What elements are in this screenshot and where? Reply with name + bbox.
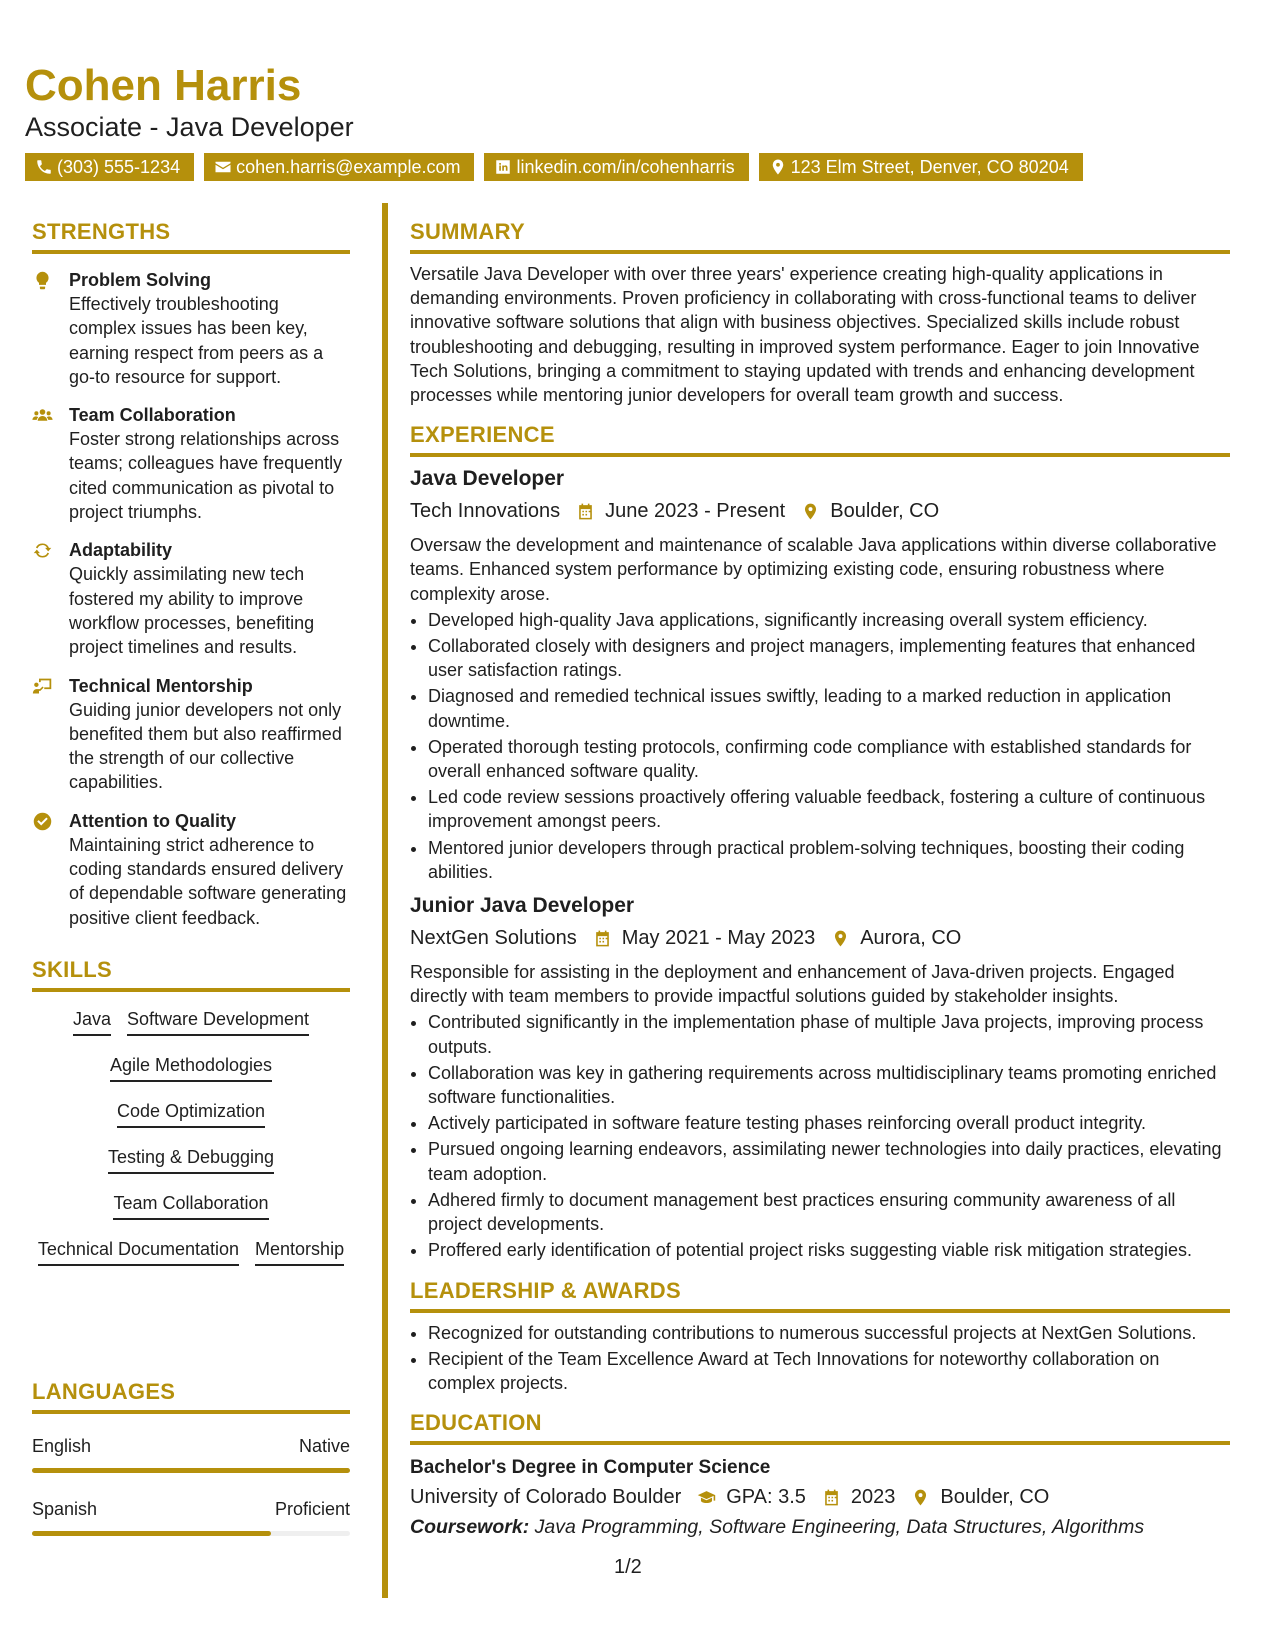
strength-desc: Quickly assimilating new tech fostered my ability to improve workflow processes, benefiting project timelines and results. — [69, 564, 315, 658]
language-name: Spanish — [32, 1499, 98, 1519]
job-bullet: • Adhered firmly to document management best practices ensuring community awareness of all project developments. — [428, 1188, 1230, 1236]
job-bullet: • Collaboration was key in gathering requirements across multidisciplinary teams promoting enriched software functionalities. — [428, 1061, 1230, 1109]
job-bullet: • Contributed significantly in the implementation phase of multiple Java projects, improving process outputs. — [428, 1010, 1230, 1058]
skill-tag: Mentorship — [255, 1236, 344, 1266]
job-meta — [410, 924, 1230, 952]
language-item — [32, 1434, 350, 1473]
language-level: Proficient — [274, 1499, 350, 1519]
language-item — [32, 1497, 350, 1536]
strength-title: Adaptability — [69, 540, 173, 561]
skill-tag: Team Collaboration — [113, 1190, 268, 1220]
strength-desc: Guiding junior developers not only benefited them but also reaffirmed the strength of our collective capabilities. — [69, 699, 342, 793]
job-bullet: • Collaborated closely with designers and project managers, implementing features that enhanced user satisfaction ratings. — [428, 634, 1230, 682]
job-title: Java Developer — [410, 467, 565, 491]
experience-section — [410, 421, 1230, 1262]
job-dates: May 2021 - May 2023 — [621, 927, 816, 950]
awards-heading: LEADERSHIP & AWARDS — [410, 1277, 1230, 1313]
job-company: NextGen Solutions — [410, 927, 577, 950]
strength-desc: Maintaining strict adherence to coding standards ensured delivery of dependable software generating positive client feedback. — [69, 834, 347, 928]
check-circle-icon — [32, 811, 53, 832]
job-bullet: • Proffered early identification of potential project risks suggesting viable risk mitigation strategies. — [428, 1238, 1230, 1262]
calendar-icon — [576, 502, 595, 521]
map-pin-icon — [911, 1488, 930, 1507]
education-meta — [410, 1483, 1230, 1511]
summary-heading: SUMMARY — [410, 218, 1230, 254]
coursework — [410, 1513, 1230, 1541]
map-pin-icon — [801, 502, 820, 521]
job-dates: June 2023 - Present — [605, 500, 786, 523]
summary-text: Versatile Java Developer with over three years' experience creating high-quality applications in demanding environments. Proven proficiency in collaborating with cross-functional teams to deliver innovative software solutions that align with business objectives. Specialized skills include robust troubleshooting and debugging, resulting in improved system performance. Eager to join Innovative Tech Solutions, bringing a commitment to staying updated with trends and enhancing development processes while mentoring junior developers for overall team growth and success. — [410, 264, 1200, 406]
phone-icon — [35, 158, 53, 176]
job-description: Responsible for assisting in the deployment and enhancement of Java-driven projects. Engaged directly with team members to provide impactful solutions guided by stakeholder insights. — [410, 962, 1175, 1007]
coursework-label: Coursework: — [410, 1516, 530, 1539]
languages-section — [32, 1378, 350, 1536]
graduation-year: 2023 — [850, 1486, 896, 1509]
sidebar — [32, 218, 350, 1266]
job-bullet: • Developed high-quality Java applications, significantly increasing overall system efficiency. — [428, 608, 1230, 632]
job-bullet: • Pursued ongoing learning endeavors, assimilating newer technologies into daily practices, elevating team adoption. — [428, 1137, 1230, 1185]
strength-desc: Effectively troubleshooting complex issues has been key, earning respect from peers as a go-to resource for support. — [69, 294, 324, 387]
strength-title: Team Collaboration — [69, 405, 236, 426]
job-description: Oversaw the development and maintenance of scalable Java applications within diverse collaborative teams. Enhanced system performance by optimizing existing code, ensuring robustness where complexity arose. — [410, 535, 1217, 604]
skills-section — [32, 956, 350, 1266]
skill-tag: Code Optimization — [117, 1098, 265, 1128]
candidate-name: Cohen Harris — [25, 61, 302, 110]
language-name: English — [32, 1436, 92, 1456]
contact-address-text: 123 Elm Street, Denver, CO 80204 — [790, 157, 1069, 177]
languages-heading: LANGUAGES — [32, 1378, 350, 1414]
school-name: University of Colorado Boulder — [410, 1486, 682, 1509]
strength-title: Attention to Quality — [69, 810, 236, 831]
job-entry — [410, 892, 1230, 1262]
main-column — [410, 218, 1230, 1555]
coursework-list: Java Programming, Software Engineering, Data Structures, Algorithms — [534, 1516, 1145, 1539]
contact-email-text: cohen.harris@example.com — [236, 157, 461, 177]
calendar-icon — [822, 1488, 841, 1507]
chalkboard-teacher-icon — [32, 676, 53, 697]
skill-tag: Software Development — [127, 1006, 309, 1036]
education-section — [410, 1409, 1230, 1541]
sync-icon — [32, 540, 53, 561]
gpa: GPA: 3.5 — [726, 1486, 806, 1509]
award-item: • Recipient of the Team Excellence Award at Tech Innovations for noteworthy collaboration on complex projects. — [428, 1347, 1230, 1395]
contact-phone[interactable] — [25, 153, 194, 181]
resume-header — [25, 58, 354, 144]
job-bullet: • Actively participated in software feature testing phases reinforcing overall product integrity. — [428, 1111, 1230, 1135]
strength-item — [32, 403, 350, 524]
map-pin-icon — [769, 158, 787, 176]
strengths-heading: STRENGTHS — [32, 218, 350, 254]
award-item: • Recognized for outstanding contributions to numerous successful projects at NextGen Solutions. — [428, 1321, 1230, 1345]
strength-desc: Foster strong relationships across teams; colleagues have frequently cited communication as pivotal to project triumphs. — [69, 429, 343, 523]
job-bullet: • Led code review sessions proactively offering valuable feedback, fostering a culture of continuous improvement amongst peers. — [428, 785, 1230, 833]
contact-address[interactable] — [759, 153, 1083, 181]
contact-linkedin-text: linkedin.com/in/cohenharris — [516, 157, 735, 177]
language-proficiency-fill — [32, 1531, 271, 1536]
skill-tag: Java — [73, 1006, 111, 1036]
summary-section — [410, 218, 1230, 407]
page-number: 1/2 — [614, 1556, 642, 1578]
degree-title: Bachelor's Degree in Computer Science — [410, 1457, 771, 1479]
contact-email[interactable] — [204, 153, 474, 181]
language-proficiency-bar — [32, 1531, 350, 1536]
strength-title: Technical Mentorship — [69, 675, 253, 696]
strength-title: Problem Solving — [69, 270, 212, 290]
candidate-role: Associate - Java Developer — [25, 112, 354, 142]
calendar-icon — [593, 929, 612, 948]
awards-list — [410, 1321, 1230, 1396]
strength-item — [32, 809, 350, 930]
graduation-cap-icon — [697, 1488, 716, 1507]
users-icon — [32, 405, 53, 426]
skill-tag: Technical Documentation — [38, 1236, 239, 1266]
skill-tag: Agile Methodologies — [110, 1052, 272, 1082]
language-proficiency-fill — [32, 1468, 350, 1473]
map-pin-icon — [831, 929, 850, 948]
skills-heading: SKILLS — [32, 956, 350, 992]
job-location: Aurora, CO — [860, 927, 962, 950]
experience-heading: EXPERIENCE — [410, 421, 1230, 457]
school-location: Boulder, CO — [940, 1486, 1050, 1509]
education-heading: EDUCATION — [410, 1409, 1230, 1445]
skills-list — [32, 1006, 350, 1266]
contact-phone-text: (303) 555-1234 — [57, 157, 181, 177]
contact-bar — [25, 153, 1083, 181]
strength-item — [32, 674, 350, 795]
job-bullets — [410, 608, 1230, 884]
strength-item — [32, 268, 350, 389]
language-level: Native — [298, 1436, 350, 1456]
job-location: Boulder, CO — [830, 500, 940, 523]
job-title: Junior Java Developer — [410, 894, 635, 918]
job-entry — [410, 465, 1230, 884]
strength-item — [32, 538, 350, 659]
linkedin-icon — [494, 158, 512, 176]
skill-tag: Testing & Debugging — [108, 1144, 274, 1174]
language-proficiency-bar — [32, 1468, 350, 1473]
job-bullets — [410, 1010, 1230, 1262]
awards-section — [410, 1277, 1230, 1396]
job-bullet: • Diagnosed and remedied technical issues swiftly, leading to a marked reduction in application downtime. — [428, 684, 1230, 732]
job-bullet: • Mentored junior developers through practical problem-solving techniques, boosting their coding abilities. — [428, 836, 1230, 884]
job-company: Tech Innovations — [410, 500, 561, 523]
column-divider — [382, 203, 388, 1598]
envelope-icon — [214, 158, 232, 176]
job-bullet: • Operated thorough testing protocols, confirming code compliance with established standards for overall enhanced software quality. — [428, 735, 1230, 783]
lightbulb-icon — [32, 270, 53, 291]
job-meta — [410, 497, 1230, 525]
contact-linkedin[interactable] — [484, 153, 748, 181]
